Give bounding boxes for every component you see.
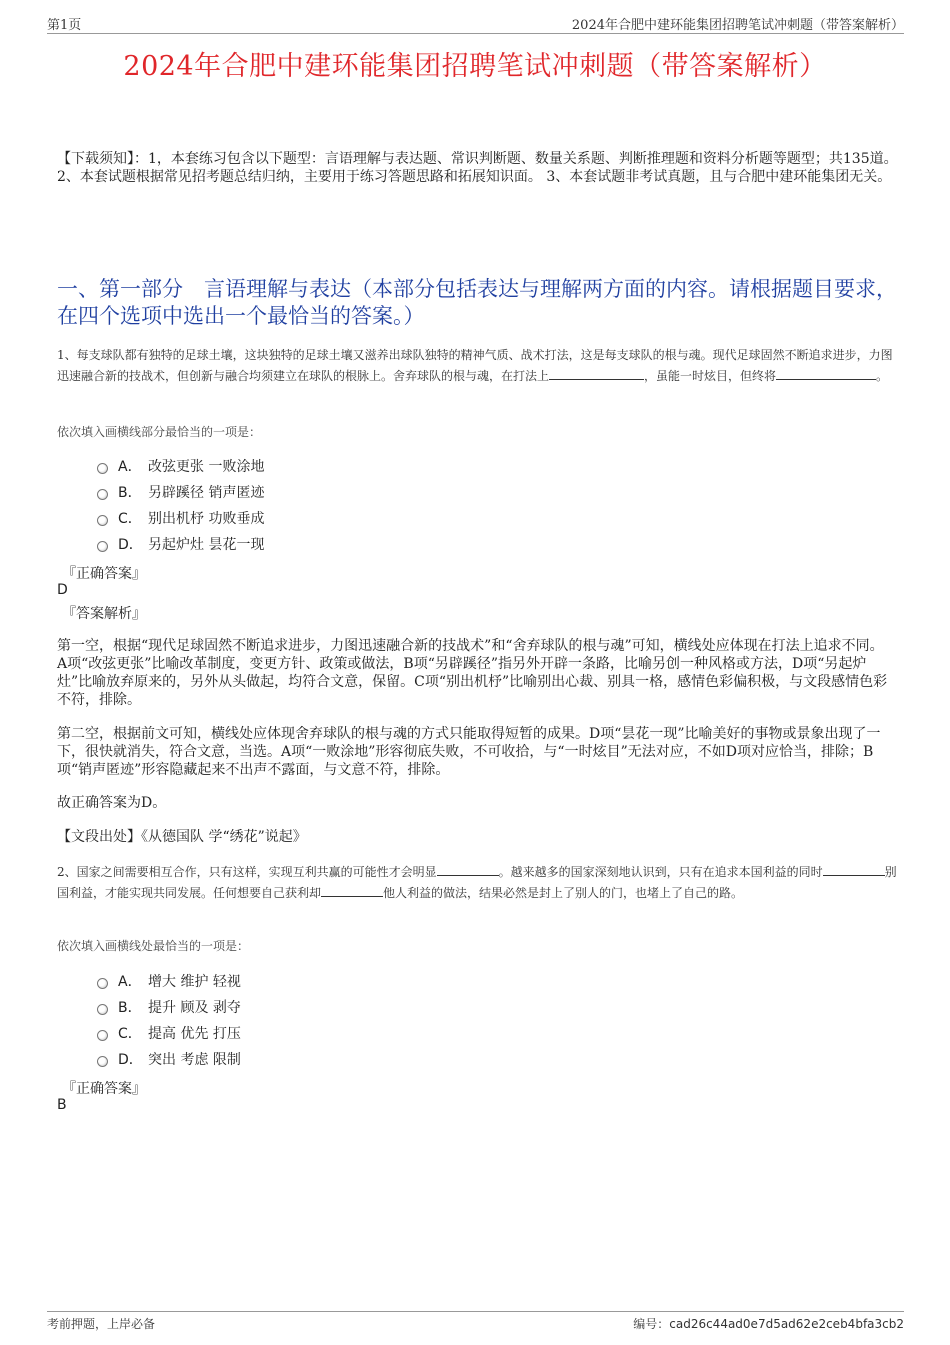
- question-2-instruction: 依次填入画横线处最恰当的一项是：: [57, 939, 250, 953]
- q1-stem-part-b: ，虽能一时炫目，但终将: [644, 369, 777, 383]
- q1-option-d[interactable]: D． 另起炉灶 昙花一现: [97, 535, 264, 553]
- q1-analysis-conclusion: 故正确答案为D。: [57, 795, 167, 811]
- radio-icon[interactable]: [97, 978, 108, 989]
- q2-option-a[interactable]: A． 增大 维护 轻视: [97, 972, 241, 990]
- radio-icon[interactable]: [97, 463, 108, 474]
- radio-icon[interactable]: [97, 1030, 108, 1041]
- radio-icon[interactable]: [97, 1004, 108, 1015]
- q1-answer-label: 『正确答案』: [62, 566, 146, 582]
- q1-analysis-paragraph-1: 第一空，根据“现代足球固然不断追求进步，力图迅速融合新的技战术”和“舍弃球队的根与魂”可知，横线处应体现在打法上追求不同。A项“改弦更张”比喻改革制度，变更方针、政策或做法，B项“另辟蹊径”指另外开辟一条路，比喻另创一种风格或方法，D项“另起炉灶”比喻放弃原来的，另外从头做起，均符合文意，保留。C项“别出机杼”比喻别出心裁、别具一格，感情色彩偏积极，与文段感情色彩不符，排除。: [57, 638, 888, 708]
- document-code-value: cad26c44ad0e7d5ad62e2ceb4bfa3cb2: [669, 1317, 904, 1331]
- q1-stem-part-a: 1、每支球队都有独特的足球土壤，这块独特的足球土壤又滋养出球队独特的精神气质、战术打法，这是每支球队的根与魂。现代足球固然不断追求进步，力图迅速融合新的技战术，但创新与融合均须建立在球队的根脉上。舍弃球队的根与魂，在打法上: [57, 348, 893, 383]
- radio-icon[interactable]: [97, 541, 108, 552]
- q2-option-b[interactable]: B． 提升 顾及 剥夺: [97, 998, 241, 1016]
- page-number: 第1页: [47, 18, 82, 33]
- q1-blank-2: [776, 367, 876, 380]
- header-rule: [47, 33, 904, 34]
- q2-blank-2: [823, 863, 885, 876]
- section-heading: 一、第一部分 言语理解与表达（本部分包括表达与理解两方面的内容。请根据题目要求，在四个选项中选出一个最恰当的答案。）: [57, 277, 897, 328]
- question-2-stem: [57, 862, 902, 904]
- document-title: 2024年合肥中建环能集团招聘笔试冲刺题（带答案解析）: [123, 51, 827, 82]
- question-1-instruction: 依次填入画横线部分最恰当的一项是：: [57, 425, 262, 439]
- radio-icon[interactable]: [97, 1056, 108, 1067]
- running-title: 2024年合肥中建环能集团招聘笔试冲刺题（带答案解析）: [571, 18, 904, 33]
- footer-rule: [47, 1311, 904, 1312]
- footer-slogan: 考前押题，上岸必备: [47, 1317, 156, 1331]
- q1-source: 【文段出处】《从德国队 学“绣花”说起》: [57, 829, 307, 845]
- q1-answer: D: [57, 582, 68, 598]
- radio-icon[interactable]: [97, 489, 108, 500]
- q2-blank-3: [321, 884, 383, 897]
- q2-option-d[interactable]: D． 突出 考虑 限制: [97, 1050, 241, 1068]
- radio-icon[interactable]: [97, 515, 108, 526]
- q1-blank-1: [549, 367, 644, 380]
- question-1-stem: [57, 345, 902, 387]
- q2-stem-part-c: 别国利益，才能实现共同发展。任何想要自己获利却: [57, 865, 897, 900]
- q1-option-a[interactable]: A． 改弦更张 一败涂地: [97, 457, 264, 475]
- q2-answer: B: [57, 1097, 67, 1113]
- q1-stem-part-c: 。: [876, 369, 889, 383]
- q1-option-c[interactable]: C． 别出机杼 功败垂成: [97, 509, 264, 527]
- q2-stem-part-d: 他人利益的做法，结果必然是封上了别人的门，也堵上了自己的路。: [383, 886, 744, 900]
- q1-analysis-label: 『答案解析』: [62, 606, 146, 622]
- q2-answer-label: 『正确答案』: [62, 1081, 146, 1097]
- document-code-label: 编号：: [633, 1317, 670, 1331]
- q2-blank-1: [437, 863, 499, 876]
- q1-analysis-paragraph-2: 第二空，根据前文可知，横线处应体现舍弃球队的根与魂的方式只能取得短暂的成果。D项“昙花一现”比喻美好的事物或景象出现了一下，很快就消失，符合文意，当选。A项“一败涂地”形容彻底失败，不可收拾，与“一时炫目”无法对应，不如D项对应恰当，排除；B项“销声匿迹”形容隐藏起来不出声不露面，与文意不符，排除。: [57, 726, 881, 778]
- download-notice: 【下载须知】：1，本套练习包含以下题型：言语理解与表达题、常识判断题、数量关系题、判断推理题和资料分析题等题型；共135道。 2、本套试题根据常见招考题总结归纳，主要用于练习答题思路和拓展知识面。 3、本套试题非考试真题，且与合肥中建环能集团无关。: [57, 151, 898, 185]
- document-code: [633, 1315, 904, 1332]
- q1-option-b[interactable]: B． 另辟蹊径 销声匿迹: [97, 483, 264, 501]
- q2-stem-part-b: 。越来越多的国家深刻地认识到，只有在追求本国利益的同时: [498, 865, 823, 879]
- q2-stem-part-a: 2、国家之间需要相互合作，只有这样，实现互利共赢的可能性才会明显: [57, 865, 437, 879]
- q2-option-c[interactable]: C． 提高 优先 打压: [97, 1024, 241, 1042]
